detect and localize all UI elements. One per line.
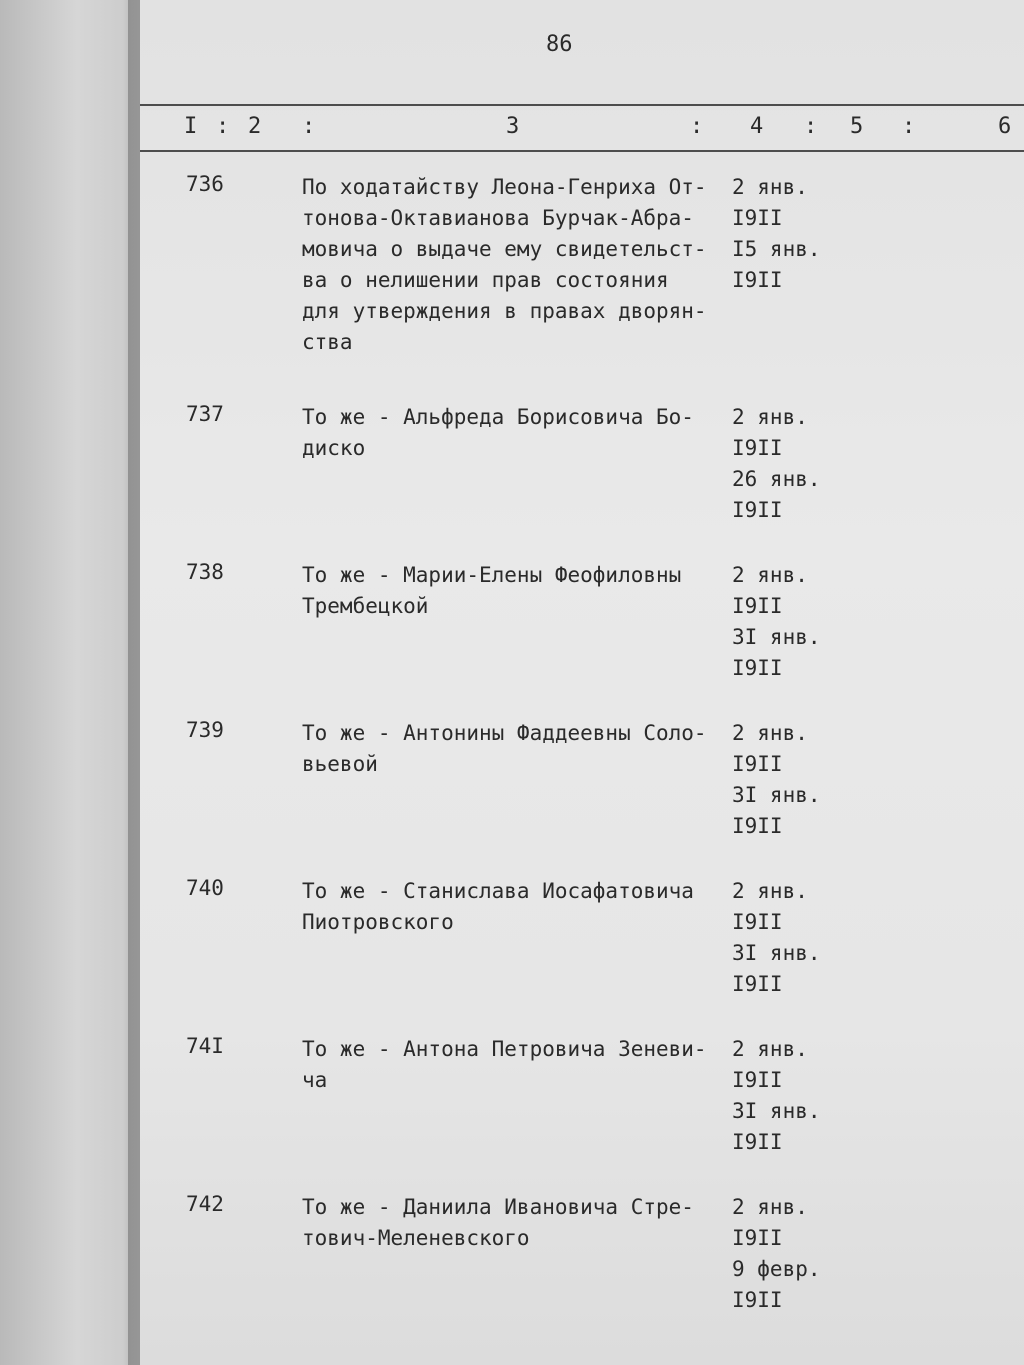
end-year: I9II: [732, 814, 783, 838]
end-year: I9II: [732, 972, 783, 996]
column-separator: :: [804, 114, 818, 139]
end-date: 9 февр.: [732, 1257, 821, 1281]
description-line: мовича о выдаче ему свидетельст-: [302, 237, 707, 261]
column-header-1: I: [184, 114, 198, 139]
end-date: 3I янв.: [732, 783, 821, 807]
end-date: 3I янв.: [732, 941, 821, 965]
page-number: 86: [546, 32, 573, 57]
description-line: То же - Антонины Фаддеевны Соло-: [302, 721, 707, 745]
entry-number: 740: [186, 876, 224, 900]
start-year: I9II: [732, 910, 783, 934]
start-date: 2 янв.: [732, 405, 808, 429]
column-separator: :: [216, 114, 230, 139]
entry-number: 742: [186, 1192, 224, 1216]
entry-dates: [732, 402, 821, 526]
start-date: 2 янв.: [732, 721, 808, 745]
column-separator: :: [690, 114, 704, 139]
end-year: I9II: [732, 498, 783, 522]
end-date: 3I янв.: [732, 1099, 821, 1123]
description-line: вьевой: [302, 752, 378, 776]
description-line: Трембецкой: [302, 594, 429, 618]
entry-dates: [732, 876, 821, 1000]
start-year: I9II: [732, 1068, 783, 1092]
header-rule-bottom: [140, 150, 1024, 152]
start-date: 2 янв.: [732, 879, 808, 903]
description-line: ва о нелишении прав состояния: [302, 268, 669, 292]
entry-number: 738: [186, 560, 224, 584]
start-year: I9II: [732, 594, 783, 618]
description-line: То же - Станислава Иосафатовича: [302, 879, 694, 903]
entry-dates: [732, 560, 821, 684]
entry-dates: [732, 718, 821, 842]
start-date: 2 янв.: [732, 1037, 808, 1061]
column-header-4: 4: [750, 114, 764, 139]
start-year: I9II: [732, 752, 783, 776]
document-page: [140, 0, 1024, 1365]
entry-description: [302, 172, 742, 358]
description-line: тонова-Октавианова Бурчак-Абра-: [302, 206, 694, 230]
entry-description: [302, 718, 742, 780]
entry-number: 737: [186, 402, 224, 426]
description-line: ства: [302, 330, 353, 354]
column-header-2: 2: [248, 114, 262, 139]
description-line: тович-Меленевского: [302, 1226, 530, 1250]
entry-number: 736: [186, 172, 224, 196]
description-line: Пиотровского: [302, 910, 454, 934]
end-year: I9II: [732, 1288, 783, 1312]
entry-dates: [732, 1034, 821, 1158]
start-date: 2 янв.: [732, 1195, 808, 1219]
description-line: То же - Марии-Елены Феофиловны: [302, 563, 682, 587]
entry-description: [302, 402, 742, 464]
entry-dates: [732, 1192, 821, 1316]
entry-number: 74I: [186, 1034, 224, 1058]
entry-dates: [732, 172, 821, 296]
header-rule-top: [140, 104, 1024, 106]
column-separator: :: [302, 114, 316, 139]
end-date: I5 янв.: [732, 237, 821, 261]
start-year: I9II: [732, 206, 783, 230]
facing-page: [0, 0, 140, 1365]
entry-description: [302, 876, 742, 938]
start-date: 2 янв.: [732, 175, 808, 199]
end-year: I9II: [732, 268, 783, 292]
entry-description: [302, 1034, 742, 1096]
end-date: 3I янв.: [732, 625, 821, 649]
description-line: диско: [302, 436, 366, 460]
description-line: для утверждения в правах дворян-: [302, 299, 707, 323]
description-line: По ходатайству Леона-Генриха От-: [302, 175, 707, 199]
description-line: ча: [302, 1068, 328, 1092]
column-separator: :: [902, 114, 916, 139]
description-line: То же - Антона Петровича Зеневи-: [302, 1037, 707, 1061]
entry-description: [302, 560, 742, 622]
end-year: I9II: [732, 656, 783, 680]
description-line: То же - Даниила Ивановича Стре-: [302, 1195, 694, 1219]
column-header-3: 3: [506, 114, 520, 139]
end-date: 26 янв.: [732, 467, 821, 491]
description-line: То же - Альфреда Борисовича Бо-: [302, 405, 694, 429]
entry-description: [302, 1192, 742, 1254]
column-header-5: 5: [850, 114, 864, 139]
start-date: 2 янв.: [732, 563, 808, 587]
column-header-6: 6: [998, 114, 1012, 139]
start-year: I9II: [732, 436, 783, 460]
start-year: I9II: [732, 1226, 783, 1250]
end-year: I9II: [732, 1130, 783, 1154]
entry-number: 739: [186, 718, 224, 742]
